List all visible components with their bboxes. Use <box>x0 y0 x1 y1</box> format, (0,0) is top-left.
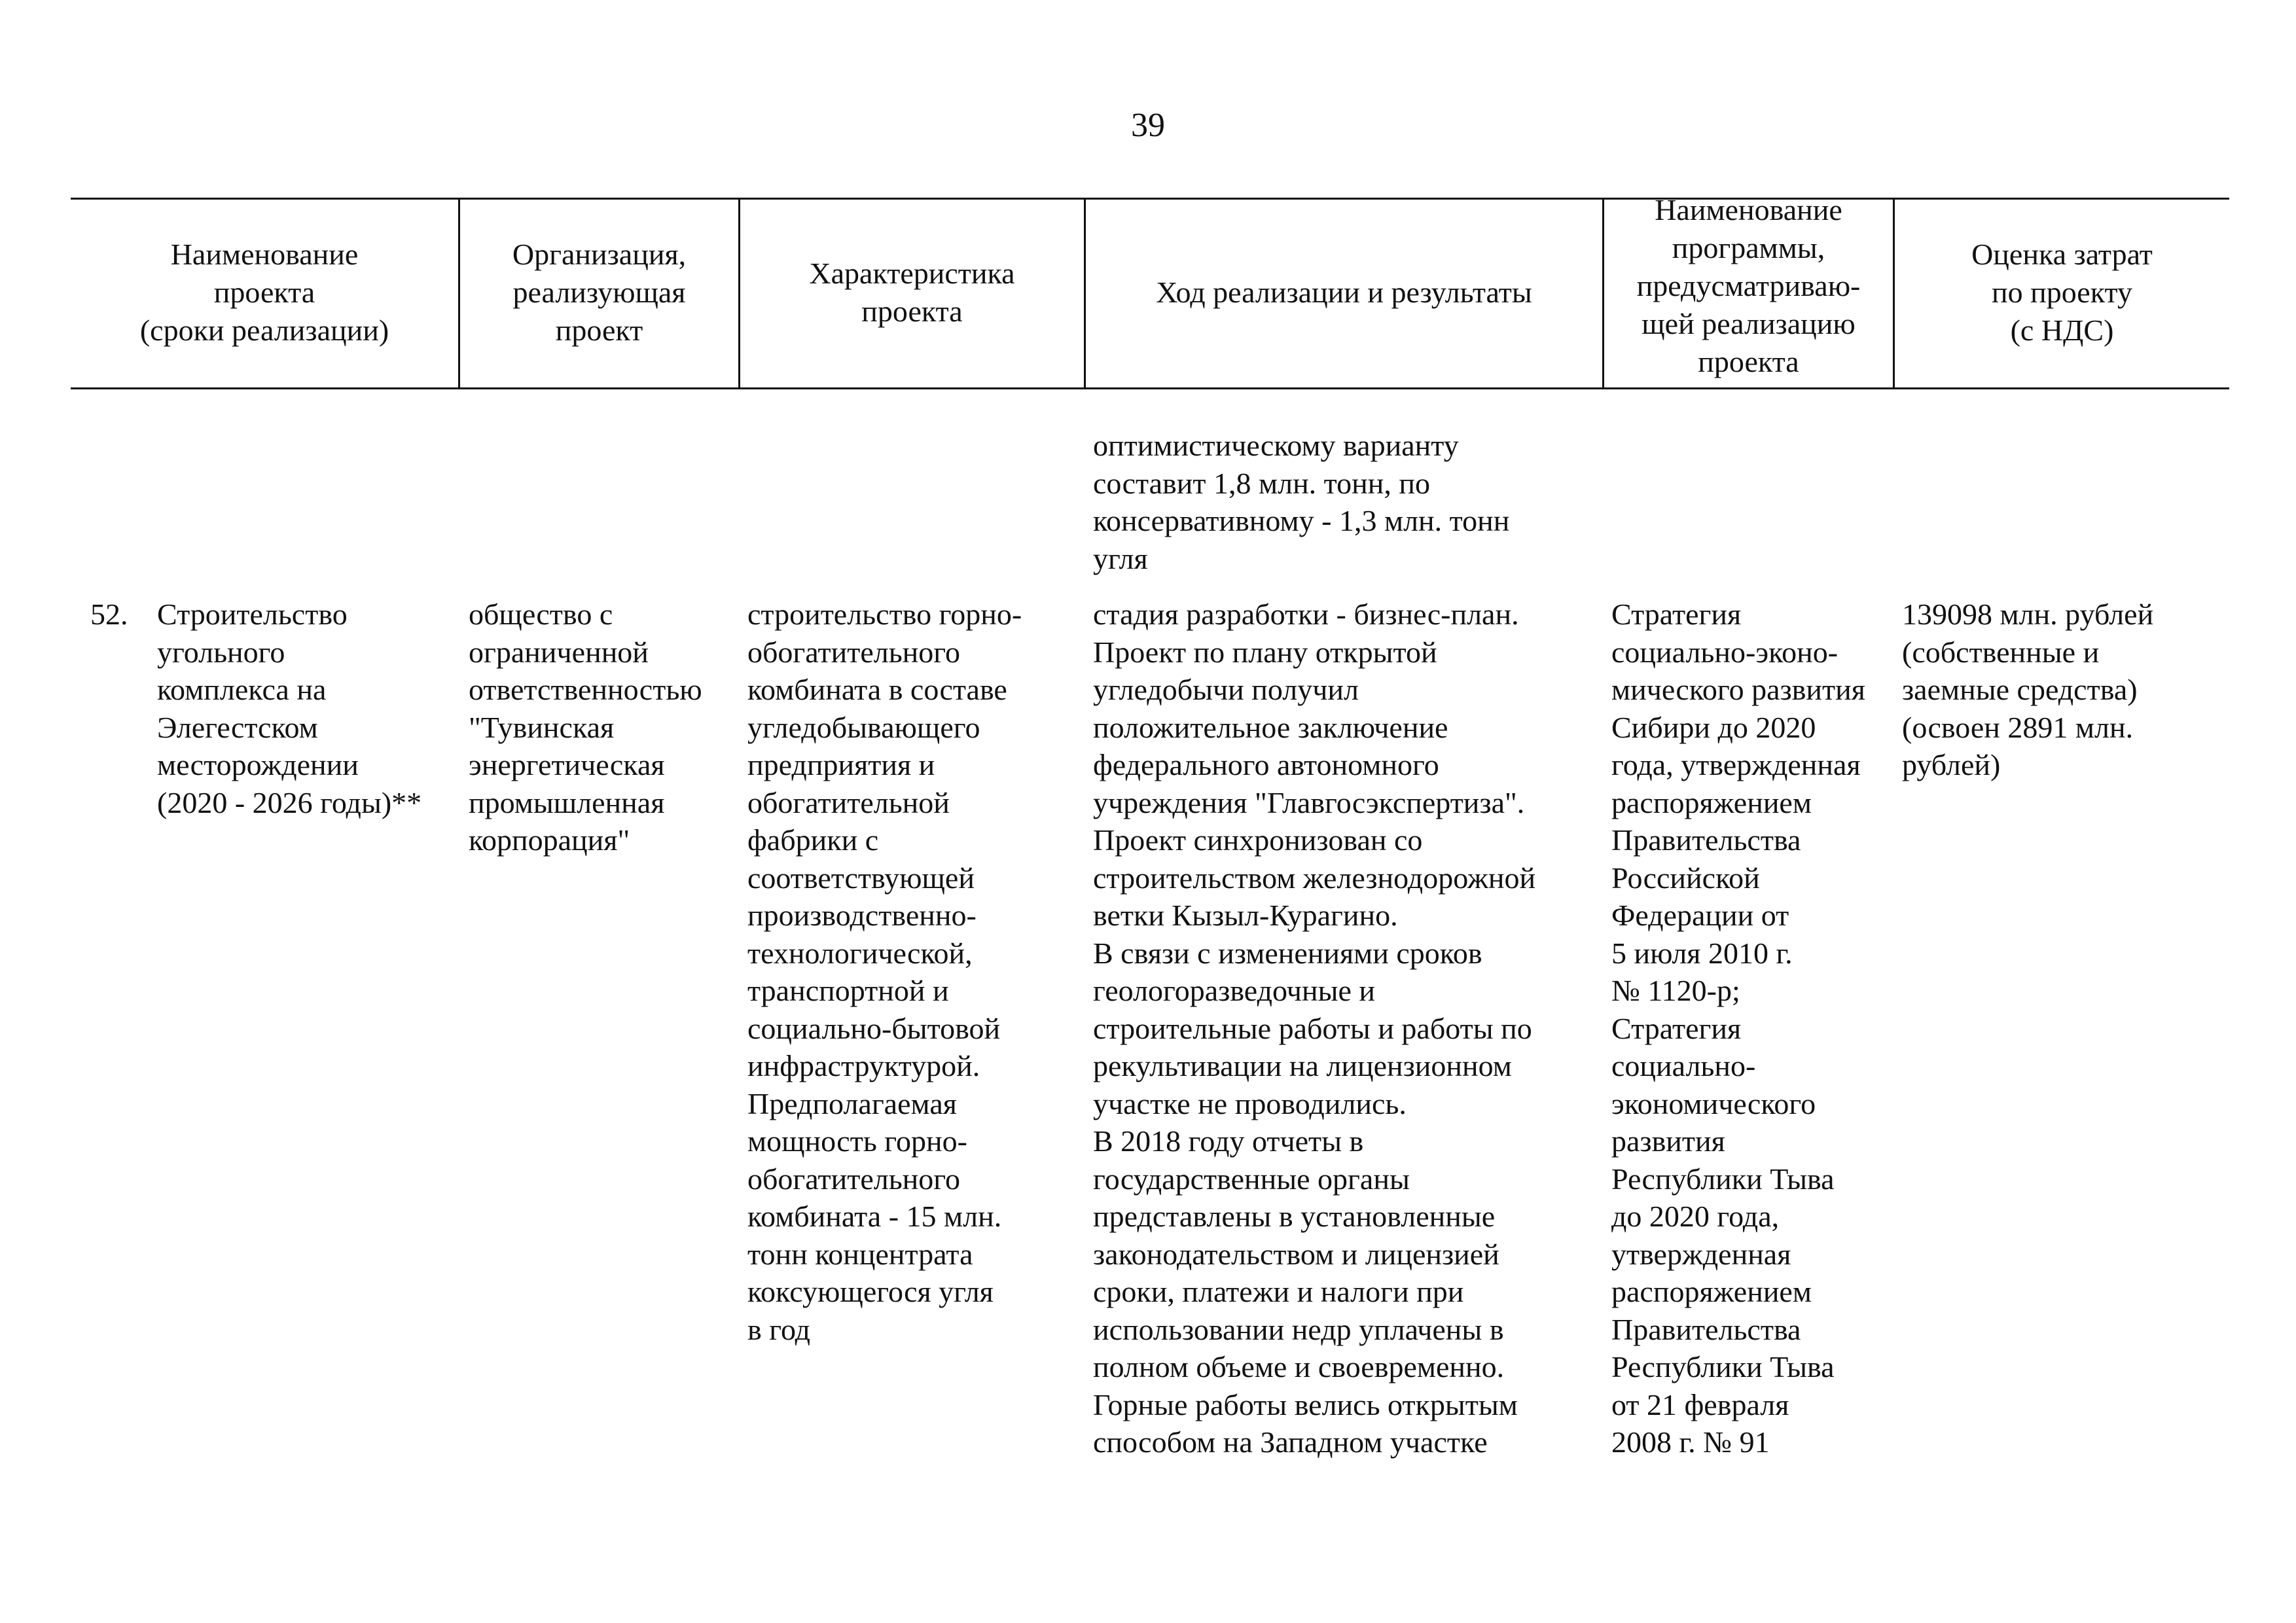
row-characteristic: строительство горно- обогатительного комбината в составе угледобывающего предприятия и обогатительной фабрики с соответствующей производственно- технологической, транспортной и социально-бытовой инфраструктурой. Предполагаемая мощность горно- обогатительного комбината - 15 млн. тонн концентрата коксующегося угля в год <box>747 597 1022 1346</box>
row-project-name: Строительство угольного комплекса на Элегестском месторождении (2020 - 2026 годы)** <box>157 597 422 819</box>
continuation-text: оптимистическому варианту составит 1,8 млн. тонн, по консервативному - 1,3 млн. тонн угля <box>1093 429 1510 575</box>
header-characteristic <box>740 199 1084 386</box>
row-number: 52. <box>90 597 128 631</box>
header-project-name-text: Наименование проекта (сроки реализации) <box>139 238 389 347</box>
table-header-bottom-rule <box>71 387 2229 389</box>
row-organization: общество с ограниченной ответственностью "Тувинская энергетическая промышленная корпорация" <box>469 597 702 857</box>
page-number: 39 <box>1131 107 1165 144</box>
header-program-text: Наименование программы, предусматриваю- щей реализацию проекта <box>1636 193 1861 378</box>
row-cost: 139098 млн. рублей (собственные и заемные средства) (освоен 2891 млн. рублей) <box>1902 597 2154 781</box>
header-progress-text: Ход реализации и результаты <box>1156 276 1532 309</box>
header-progress <box>1086 199 1602 386</box>
header-project-name <box>71 199 458 386</box>
header-organization-text: Организация, реализующая проект <box>512 238 687 347</box>
header-organization <box>460 199 738 386</box>
row-program: Стратегия социально-эконо- мического развития Сибири до 2020 года, утвержденная распоряжением Правительства Российской Федерации от 5 июля 2010 г. № 1120-р; Стратегия социально- экономического развития Республики Тыва до 2020 года, утвержденная распоряжением Правительства Республики Тыва от 21 февраля 2008 г. № 91 <box>1611 597 1865 1459</box>
header-program <box>1604 193 1893 381</box>
header-cost-text: Оценка затрат по проекту (с НДС) <box>1971 238 2153 347</box>
row-progress: стадия разработки - бизнес-план. Проект по плану открытой угледобычи получил положительное заключение федерального автономного учреждения "Главгосэкспертиза". Проект синхронизован со строительством железнодорожной ветки Кызыл-Курагино. В связи с изменениями сроков геологоразведочные и строительные работы и работы по рекультивации на лицензионном участке не проводились. В 2018 году отчеты в государственные органы представлены в установленные законодательством и лицензией сроки, платежи и налоги при использовании недр уплачены в полном объеме и своевременно. Горные работы велись открытым способом на Западном участке <box>1093 597 1536 1459</box>
header-cost <box>1895 199 2229 386</box>
header-characteristic-text: Характеристика проекта <box>809 257 1015 328</box>
